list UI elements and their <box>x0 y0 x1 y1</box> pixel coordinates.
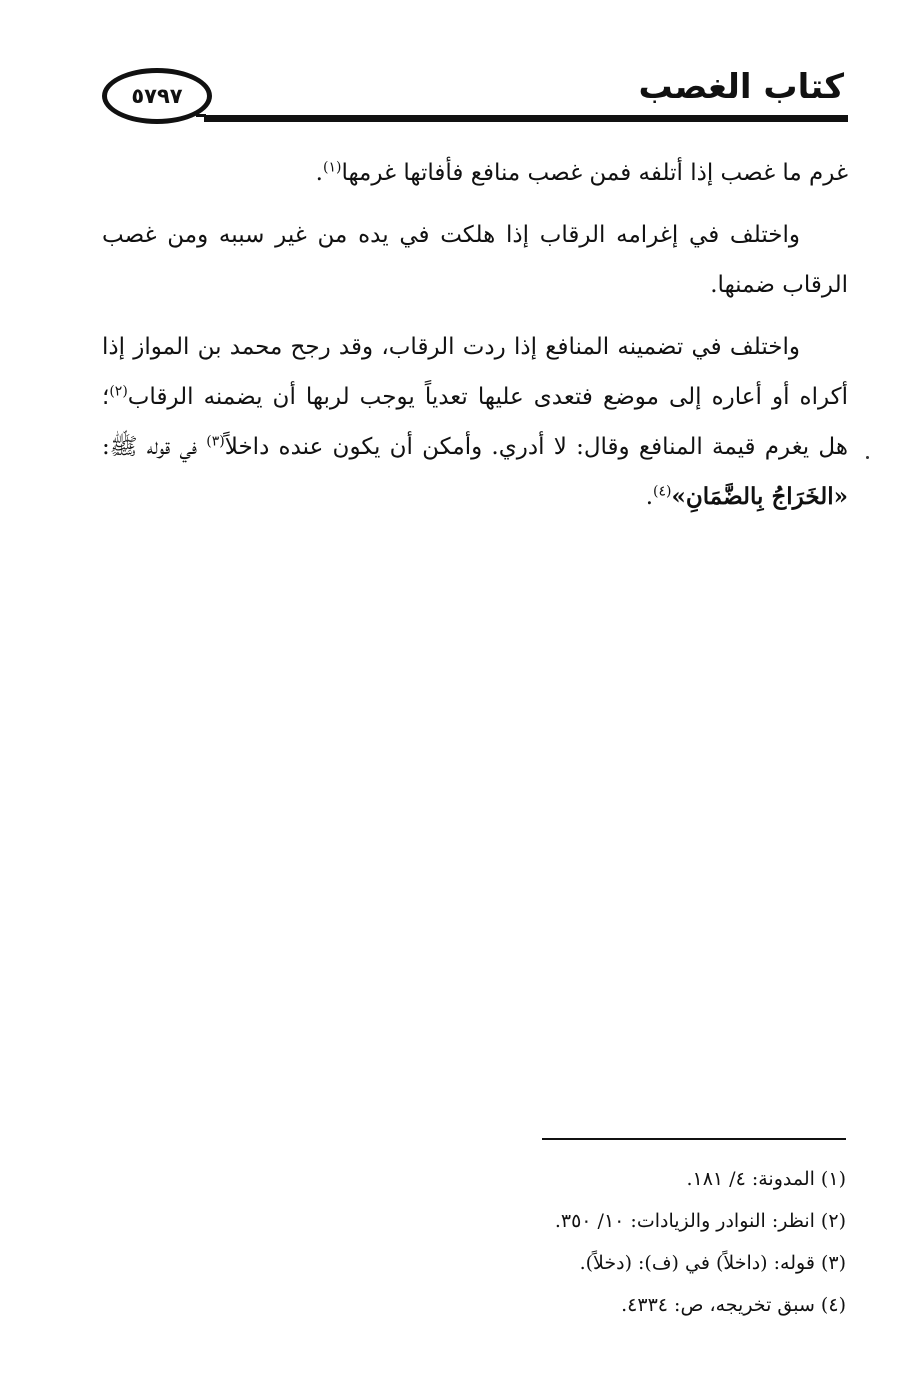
chapter-title: كتاب الغصب <box>638 67 844 107</box>
footnote-ref-4: (٤) <box>653 483 672 500</box>
paragraph-3-part-2: ؛ هل يغرم قيمة المنافع وقال: لا أدري. وأمكن أن يكون عنده داخلاً <box>102 384 848 460</box>
footnote-ref-3: (٣) <box>206 433 225 450</box>
paragraph-1-text: غرم ما غصب إذا أتلفه فمن غصب منافع فأفاتها غرمها <box>341 160 848 186</box>
footnote-4: (٤) سبق تخريجه، ص: ٤٣٣٤. <box>621 1294 846 1316</box>
margin-dot <box>866 456 869 459</box>
footnote-ref-1: (١) <box>322 159 342 176</box>
page-header <box>96 58 848 124</box>
main-text <box>102 148 848 534</box>
paragraph-3 <box>102 322 848 522</box>
paragraph-3-part-3: في قوله ﷺ: <box>102 434 207 460</box>
footnote-3: (٣) قوله: (داخلاً) في (ف): (دخلاً). <box>579 1252 846 1274</box>
header-rule <box>204 115 848 122</box>
paragraph-1-end: . <box>315 160 323 186</box>
paragraph-3-part-1: واختلف في تضمينه المنافع إذا ردت الرقاب، وقد رجح محمد بن المواز إذا أكراه أو أعاره إلى موضع فتعدى عليها تعدياً يوجب لربها أن يضمنه الرقاب <box>102 334 848 410</box>
footnotes <box>246 1158 846 1326</box>
footnote-separator <box>542 1138 846 1140</box>
paragraph-3-end: . <box>645 484 654 510</box>
footnote-2: (٢) انظر: النوادر والزيادات: ١٠/ ٣٥٠. <box>554 1210 846 1232</box>
page-number: ٥٧٩٧ <box>102 68 212 124</box>
hadith-quote: «الخَرَاجُ بِالضَّمَانِ» <box>671 483 848 510</box>
footnote-1: (١) المدونة: ٤/ ١٨١. <box>686 1168 846 1190</box>
footnote-ref-2: (٢) <box>109 383 128 400</box>
paragraph-1 <box>102 148 848 198</box>
paragraph-2: واختلف في إغرامه الرقاب إذا هلكت في يده من غير سببه ومن غصب الرقاب ضمنها. <box>102 222 848 298</box>
